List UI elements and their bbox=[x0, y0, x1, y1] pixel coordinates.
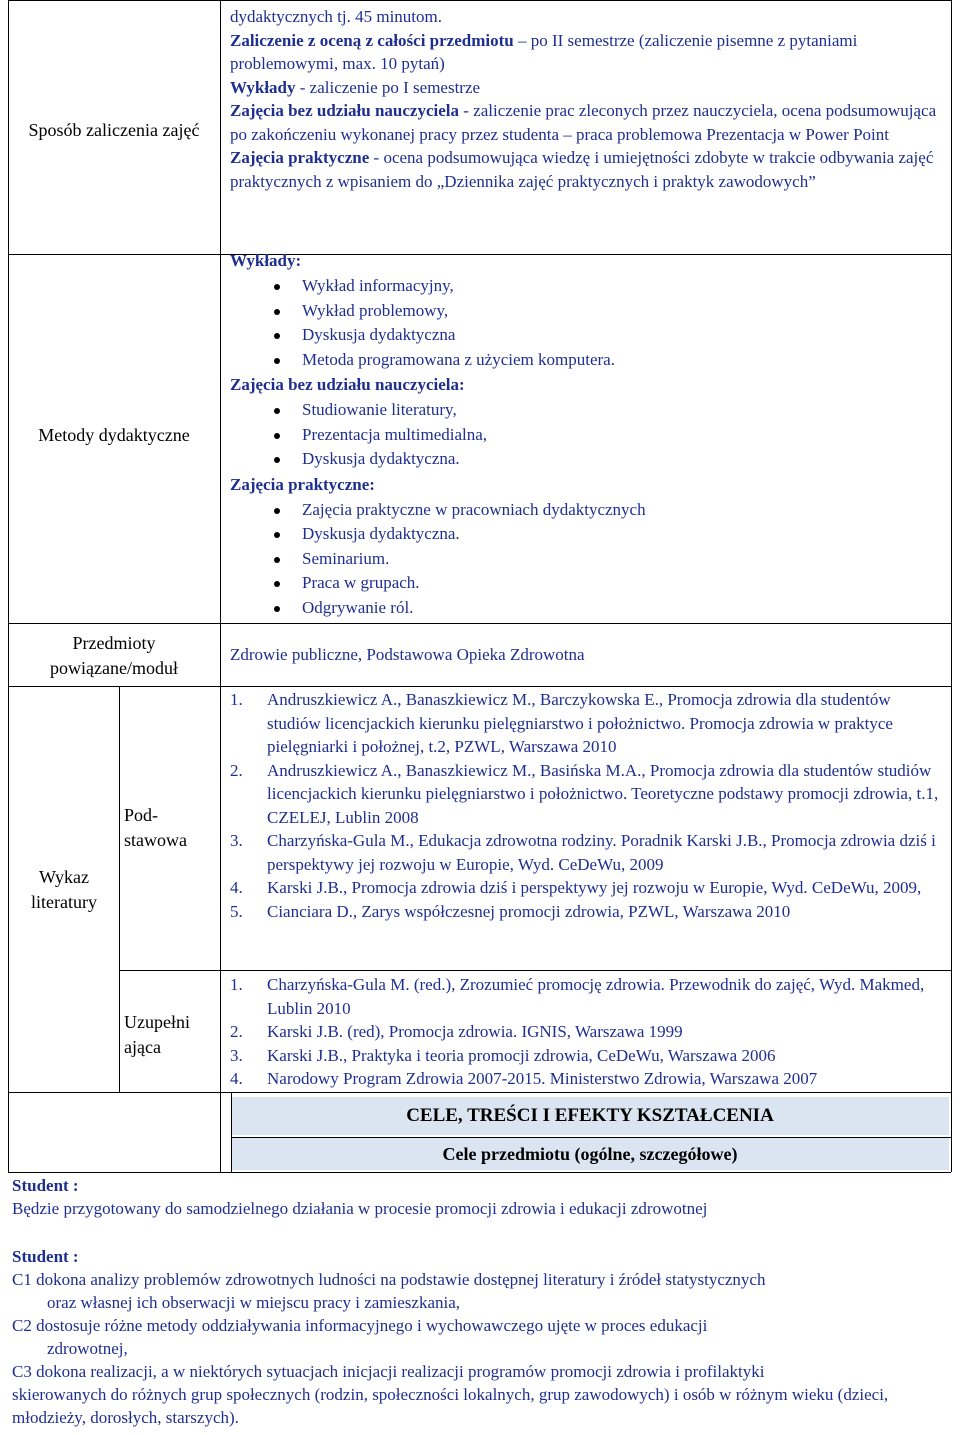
methods-label: Metody dydaktyczne bbox=[38, 425, 190, 445]
goal-item-c1: C1 dokona analizy problemów zdrowotnych ludności na podstawie dostępnej literatury i źródeł statystycznych oraz własnej ich obserwacji w miejscu pracy i zamieszkania, bbox=[12, 1270, 766, 1312]
list-item: Wykład problemowy, bbox=[230, 299, 946, 324]
list-item: Dyskusja dydaktyczna bbox=[230, 323, 946, 348]
assessment-line: Zajęcia praktyczne - ocena podsumowująca wiedzę i umiejętności zdobyte w trakcie odbywania zajęć praktycznych z wpisaniem do „Dziennika zajęć praktycznych i praktyk zawodowych” bbox=[230, 148, 934, 191]
assessment-line: dydaktycznych tj. 45 minutom. bbox=[230, 7, 442, 26]
goal-item-c3: C3 dokona realizacji, a w niektórych sytuacjach inicjacji realizacji programów promocji zdrowia i profilaktyki skierowanych do różnych grup społecznych (rodzin, społeczności lokalnych, grup zawodowych) i osób w różnym wieku (dzieci, młodzieży, dorosłych, starszych). bbox=[12, 1362, 889, 1427]
list-item: 3. Karski J.B., Praktyka i teoria promocji zdrowia, CeDeWu, Warszawa 2006 bbox=[230, 1045, 776, 1065]
list-item: Zajęcia praktyczne w pracowniach dydaktycznych bbox=[230, 498, 946, 523]
assessment-line: Zajęcia bez udziału nauczyciela - zaliczenie prac zleconych przez nauczyciela, ocena podsumowująca po zakończeniu wykonanej pracy przez studenta – praca problemowa Prezentacja w Power Point bbox=[230, 101, 937, 144]
list-item: 5. Cianciara D., Zarys współczesnej promocji zdrowia, PZWL, Warszawa 2010 bbox=[230, 901, 791, 921]
list-item: Studiowanie literatury, bbox=[230, 398, 946, 423]
goals-general-text: Będzie przygotowany do samodzielnego działania w procesie promocji zdrowia i edukacji zdrowotnej bbox=[12, 1199, 708, 1218]
methods-heading: Zajęcia bez udziału nauczyciela: bbox=[230, 375, 465, 394]
goals-general-heading: Student : bbox=[12, 1176, 79, 1195]
list-item: 2. Andruszkiewicz A., Banaszkiewicz M., Basińska M.A., Promocja zdrowia dla studentów studiów licencjackich kierunku pielęgniarstwo i położnictwo. Teoretyczne podstawy promocji zdrowia, t.1, CZELEJ, Lublin 2008 bbox=[230, 760, 939, 827]
methods-list bbox=[230, 498, 946, 621]
goals-section bbox=[12, 1174, 948, 1429]
assessment-label: Sposób zaliczenia zajęć bbox=[28, 120, 200, 140]
list-item: Odgrywanie ról. bbox=[230, 596, 946, 621]
methods-list bbox=[230, 274, 946, 372]
list-item: Praca w grupach. bbox=[230, 571, 946, 596]
list-item: Prezentacja multimedialna, bbox=[230, 423, 946, 448]
assessment-content bbox=[230, 5, 946, 193]
goal-item-c2: C2 dostosuje różne metody oddziaływania informacyjnego i wychowawczego ujęte w proces edukacji zdrowotnej, bbox=[12, 1316, 708, 1358]
literature-basic-label: Pod-stawowa bbox=[124, 805, 187, 850]
literature-supplementary-label: Uzupełni ająca bbox=[124, 1012, 190, 1057]
list-item: 4. Narodowy Program Zdrowia 2007-2015. Ministerstwo Zdrowia, Warszawa 2007 bbox=[230, 1069, 818, 1088]
literature-basic-list bbox=[230, 688, 946, 923]
assessment-line: Zaliczenie z oceną z całości przedmiotu – po II semestrze (zaliczenie pisemne z pytaniami problemowymi, max. 10 pytań) bbox=[230, 30, 858, 73]
list-item: Dyskusja dydaktyczna. bbox=[230, 447, 946, 472]
list-item: 1. Charzyńska-Gula M. (red.), Zrozumieć promocję zdrowia. Przewodnik do zajęć, Wyd. Makmed, Lublin 2010 bbox=[230, 975, 925, 1018]
list-item: 3. Charzyńska-Gula M., Edukacja zdrowotna rodziny. Poradnik Karski J.B., Promocja zdrowia dziś i perspektywy jej rozwoju w Europie, Wyd. CeDeWu, 2009 bbox=[230, 831, 936, 874]
list-item: Seminarium. bbox=[230, 547, 946, 572]
list-item: 2. Karski J.B. (red), Promocja zdrowia. IGNIS, Warszawa 1999 bbox=[230, 1022, 683, 1041]
assessment-line: Wykłady - zaliczenie po I semestrze bbox=[230, 77, 481, 97]
methods-heading: Zajęcia praktyczne: bbox=[230, 474, 375, 494]
goals-specific-heading: Student : bbox=[12, 1247, 79, 1266]
list-item: Dyskusja dydaktyczna. bbox=[230, 522, 946, 547]
methods-heading: Wykłady: bbox=[230, 251, 302, 270]
section-title: CELE, TREŚCI I EFEKTY KSZTAŁCENIA bbox=[231, 1097, 949, 1135]
literature-supplementary-list bbox=[230, 973, 946, 1091]
list-item: Metoda programowana z użyciem komputera. bbox=[230, 348, 946, 373]
related-value: Zdrowie publiczne, Podstawowa Opieka Zdrowotna bbox=[230, 645, 585, 664]
list-item: 1. Andruszkiewicz A., Banaszkiewicz M., Barczykowska E., Promocja zdrowia dla studentów studiów licencjackich kierunku pielęgniarstwo i położnictwo. Promocja zdrowia w praktyce pielęgniarki i położnej, t.2, PZWL, Warszawa 2010 bbox=[230, 690, 893, 756]
methods-list bbox=[230, 398, 946, 472]
related-label: Przedmioty powiązane/moduł bbox=[50, 633, 178, 678]
list-item: 4. Karski J.B., Promocja zdrowia dziś i perspektywy jej rozwoju w Europie, Wyd. CeDeWu, 2009, bbox=[230, 878, 922, 897]
literature-label: Wykaz literatury bbox=[31, 867, 97, 912]
subsection-title: Cele przedmiotu (ogólne, szczegółowe) bbox=[231, 1138, 949, 1170]
list-item: Wykład informacyjny, bbox=[230, 274, 946, 299]
methods-content bbox=[230, 248, 946, 620]
